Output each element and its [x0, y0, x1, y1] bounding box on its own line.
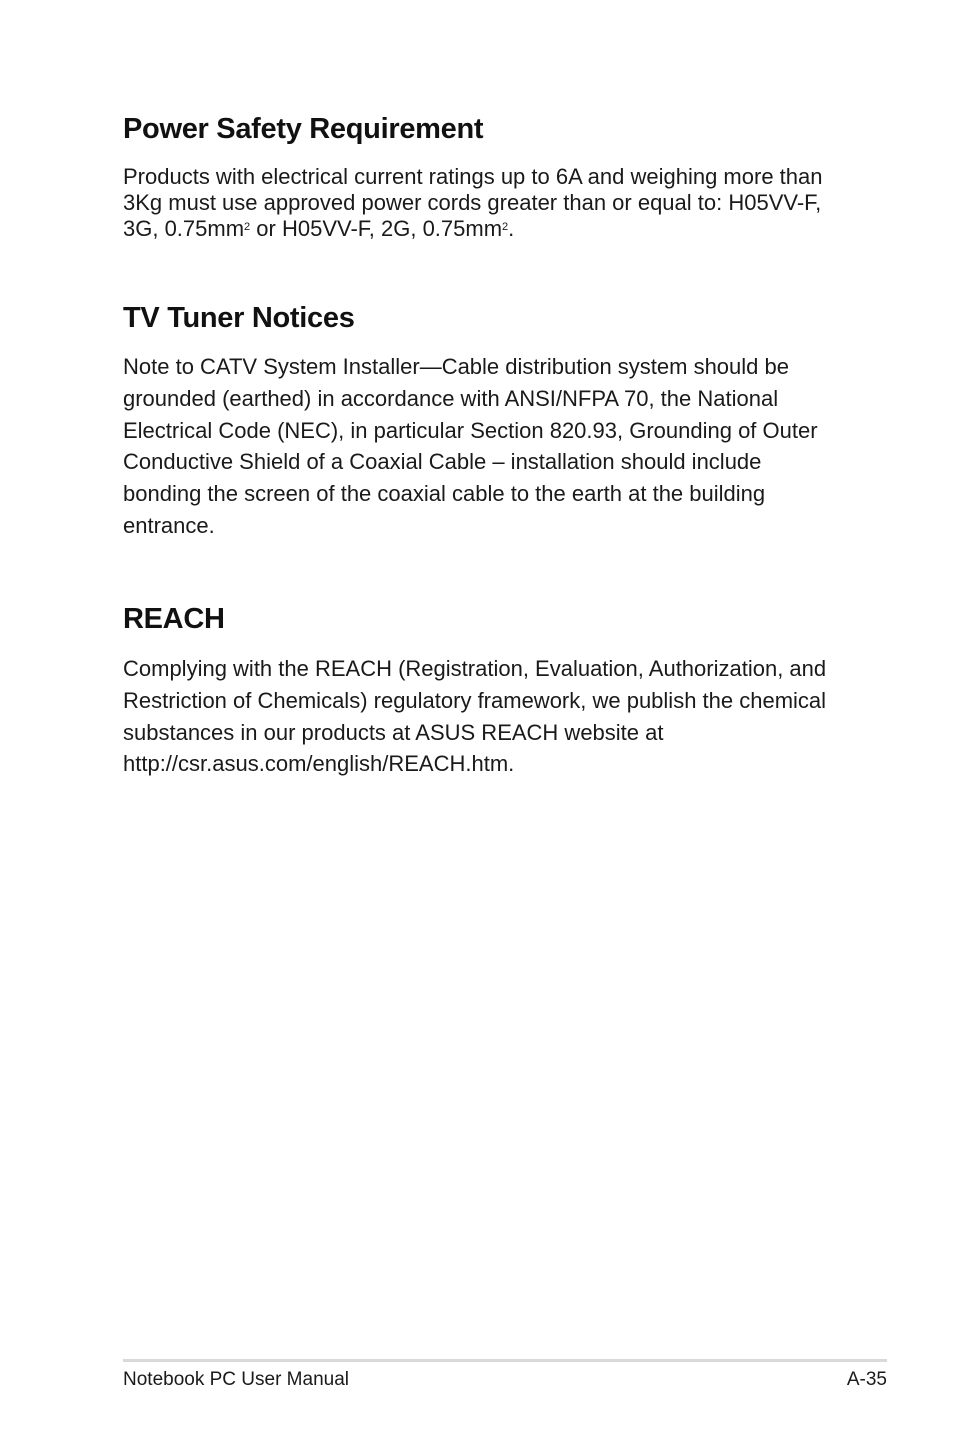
footer-divider	[123, 1359, 887, 1362]
reach-paragraph: Complying with the REACH (Registration, Evaluation, Authorization, and Restriction of Chemicals) regulatory framework, we publish the chemical substances in our products at ASUS REACH website at http://csr.asus.com/english/REACH.htm.	[123, 656, 827, 777]
footer-manual-title: Notebook PC User Manual	[123, 1369, 349, 1390]
superscript-2: 2	[502, 221, 509, 233]
reach-heading: REACH	[123, 603, 225, 635]
power-safety-text-2: or H05VV-F, 2G, 0.75mm	[250, 216, 503, 241]
power-safety-heading: Power Safety Requirement	[123, 113, 484, 145]
page-footer	[123, 1369, 887, 1391]
power-safety-text-1: Products with electrical current ratings up to 6A and weighing more than 3Kg must use approved power cords greater than or equal to: H05VV-F, 3G, 0.75mm	[123, 164, 823, 241]
reach-section	[123, 603, 835, 780]
tv-tuner-heading: TV Tuner Notices	[123, 302, 355, 334]
power-safety-text-3: .	[508, 216, 515, 241]
power-safety-section	[123, 113, 835, 242]
power-safety-paragraph	[123, 164, 835, 242]
superscript-1: 2	[244, 221, 251, 233]
footer-page-number: A-35	[846, 1369, 887, 1390]
tv-tuner-section	[123, 302, 835, 542]
tv-tuner-paragraph: Note to CATV System Installer—Cable distribution system should be grounded (earthed) in accordance with ANSI/NFPA 70, the National Electrical Code (NEC), in particular Section 820.93, Grounding of Outer Conductive Shield of a Coaxial Cable – installation should include bonding the screen of the coaxial cable to the earth at the building entrance.	[123, 354, 818, 538]
